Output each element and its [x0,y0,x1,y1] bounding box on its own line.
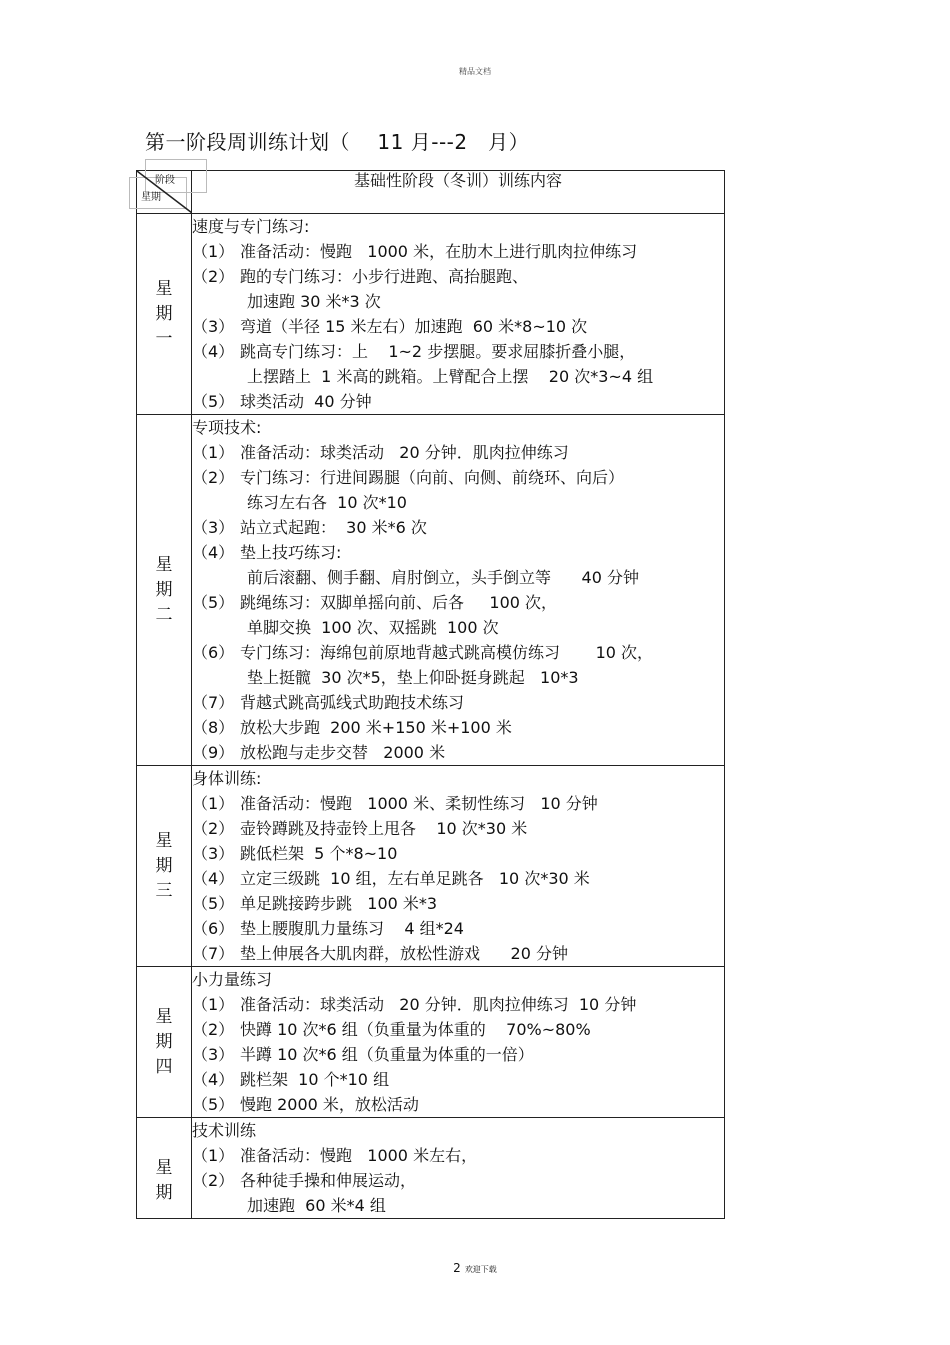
corner-label-week: 星期 [141,192,161,203]
item-text: 练习左右各 10 次*10 [247,493,407,512]
item-text: 前后滚翻、侧手翻、肩肘倒立，头手倒立等 40 分钟 [247,568,639,587]
item-number: （9） [192,743,235,762]
item-text: 速度与专门练习: [192,217,310,236]
table-row [137,967,725,1118]
list-item [192,264,724,289]
day-char: 四 [155,1056,173,1077]
list-item [192,1067,724,1092]
day-char: 星 [155,830,173,851]
item-text: 慢跑 2000 米，放松活动 [240,1095,419,1114]
item-text: 技术训练 [192,1121,257,1140]
day-cell [137,214,192,415]
item-number: （5） [192,392,235,411]
item-text: 专门练习：行进间踢腿（向前、向侧、前绕环、向后） [240,468,625,487]
day-char: 星 [155,278,173,299]
day-char: 二 [155,604,173,625]
day-char: 星 [155,1157,173,1178]
item-number: （2） [192,468,235,487]
list-item [192,615,724,640]
list-item [192,590,724,615]
day-char: 期 [155,1031,173,1052]
list-item [192,916,724,941]
section-heading [192,214,724,239]
item-text: 准备活动：慢跑 1000 米左右， [240,1146,478,1165]
section-heading [192,415,724,440]
item-text: 专项技术: [192,418,262,437]
list-item [192,1193,724,1218]
list-item [192,740,724,765]
list-item [192,565,724,590]
item-number: （3） [192,844,235,863]
item-text: 放松大步跑 200 米+150 米+100 米 [240,718,512,737]
item-text: 放松跑与走步交替 2000 米 [240,743,446,762]
item-text: 专门练习：海绵包前原地背越式跳高模仿练习 10 次， [240,643,654,662]
item-text: 上摆踏上 1 米高的跳箱。上臂配合上摆 20 次*3~4 组 [247,367,654,386]
item-number: （3） [192,518,235,537]
item-text: 各种徒手操和伸展运动， [240,1171,417,1190]
item-text: 站立式起跑： 30 米*6 次 [240,518,427,537]
list-item [192,640,724,665]
item-text: 准备活动：慢跑 1000 米、柔韧性练习 10 分钟 [240,794,598,813]
page-title: 第一阶段周训练计划（ 11 月---2 月） [145,130,530,154]
day-char: 期 [155,855,173,876]
item-text: 背越式跳高弧线式助跑技术练习 [240,693,465,712]
item-text: 准备活动：球类活动 20 分钟．肌肉拉伸练习 10 分钟 [240,995,637,1014]
list-item [192,891,724,916]
item-number: （4） [192,1070,235,1089]
item-text: 准备活动：慢跑 1000 米，在肋木上进行肌肉拉伸练习 [240,242,638,261]
list-item [192,540,724,565]
content-cell [192,1118,725,1219]
list-item [192,665,724,690]
item-text: 垫上技巧练习: [240,543,342,562]
section-heading [192,967,724,992]
corner-cell [137,171,192,214]
list-item [192,992,724,1017]
list-item [192,1017,724,1042]
item-text: 小力量练习 [192,970,273,989]
list-item [192,715,724,740]
item-number: （7） [192,693,235,712]
list-item [192,364,724,389]
item-text: 垫上伸展各大肌肉群，放松性游戏 20 分钟 [240,944,568,963]
list-item [192,841,724,866]
day-char: 期 [155,1182,173,1203]
item-number: （5） [192,593,235,612]
day-char: 期 [155,303,173,324]
table-header-row [137,171,725,214]
content-cell [192,766,725,967]
page-note: 欢迎下载 [464,1265,497,1274]
list-item [192,816,724,841]
list-item [192,791,724,816]
item-number: （6） [192,919,235,938]
section-heading [192,1118,724,1143]
content-cell [192,415,725,766]
table-row [137,1118,725,1219]
list-item [192,440,724,465]
day-char: 一 [155,328,173,349]
item-text: 弯道（半径 15 米左右）加速跑 60 米*8~10 次 [240,317,588,336]
item-text: 单脚交换 100 次、双摇跳 100 次 [247,618,499,637]
list-item [192,1092,724,1117]
item-number: （2） [192,1171,235,1190]
item-text: 垫上挺髋 30 次*5，垫上仰卧挺身跳起 10*3 [247,668,579,687]
table-row [137,415,725,766]
item-text: 跳高专门练习：上 1~2 步摆腿。要求屈膝折叠小腿， [240,342,636,361]
list-item [192,490,724,515]
list-item [192,1143,724,1168]
column-header: 基础性阶段（冬训）训练内容 [192,171,725,214]
day-cell [137,967,192,1118]
item-number: （1） [192,995,235,1014]
item-number: （5） [192,894,235,913]
item-number: （4） [192,543,235,562]
list-item [192,239,724,264]
day-char: 星 [155,554,173,575]
item-number: （8） [192,718,235,737]
item-number: （4） [192,342,235,361]
list-item [192,314,724,339]
item-number: （1） [192,443,235,462]
item-text: 跳栏架 10 个*10 组 [240,1070,390,1089]
item-text: 半蹲 10 次*6 组（负重量为体重的一倍） [240,1045,534,1064]
item-text: 立定三级跳 10 组，左右单足跳各 10 次*30 米 [240,869,590,888]
content-cell [192,967,725,1118]
item-number: （2） [192,267,235,286]
item-text: 快蹲 10 次*6 组（负重量为体重的 70%~80% [240,1020,591,1039]
day-char: 星 [155,1006,173,1027]
item-text: 壶铃蹲跳及持壶铃上甩各 10 次*30 米 [240,819,528,838]
day-cell [137,1118,192,1219]
item-text: 加速跑 30 米*3 次 [247,292,381,311]
training-plan-table [136,170,725,1219]
day-cell [137,415,192,766]
list-item [192,465,724,490]
list-item [192,1042,724,1067]
list-item [192,289,724,314]
day-char: 三 [155,880,173,901]
item-number: （3） [192,317,235,336]
item-number: （1） [192,242,235,261]
item-number: （2） [192,1020,235,1039]
list-item [192,515,724,540]
item-number: （2） [192,819,235,838]
table-row [137,766,725,967]
table-row [137,214,725,415]
item-text: 准备活动：球类活动 20 分钟．肌肉拉伸练习 [240,443,569,462]
item-text: 身体训练: [192,769,262,788]
item-number: （5） [192,1095,235,1114]
item-number: （6） [192,643,235,662]
page-number: 2 [453,1261,461,1275]
item-text: 单足跳接跨步跳 100 米*3 [240,894,438,913]
corner-label-stage: 阶段 [155,175,175,186]
item-number: （1） [192,794,235,813]
list-item [192,690,724,715]
item-text: 跑的专门练习：小步行进跑、高抬腿跑、 [240,267,529,286]
item-text: 加速跑 60 米*4 组 [247,1196,386,1215]
list-item [192,1168,724,1193]
day-char: 期 [155,579,173,600]
item-number: （1） [192,1146,235,1165]
list-item [192,339,724,364]
item-text: 垫上腰腹肌力量练习 4 组*24 [240,919,464,938]
item-text: 跳绳练习：双脚单摇向前、后各 100 次， [240,593,558,612]
day-cell [137,766,192,967]
list-item [192,866,724,891]
list-item [192,389,724,414]
item-number: （4） [192,869,235,888]
item-text: 跳低栏架 5 个*8~10 [240,844,398,863]
page-footer [0,1261,950,1275]
day-char [137,1131,191,1156]
item-text: 球类活动 40 分钟 [240,392,372,411]
section-heading [192,766,724,791]
item-number: （7） [192,944,235,963]
list-item [192,941,724,966]
header-note: 精品文档 [459,67,491,76]
content-cell [192,214,725,415]
item-number: （3） [192,1045,235,1064]
